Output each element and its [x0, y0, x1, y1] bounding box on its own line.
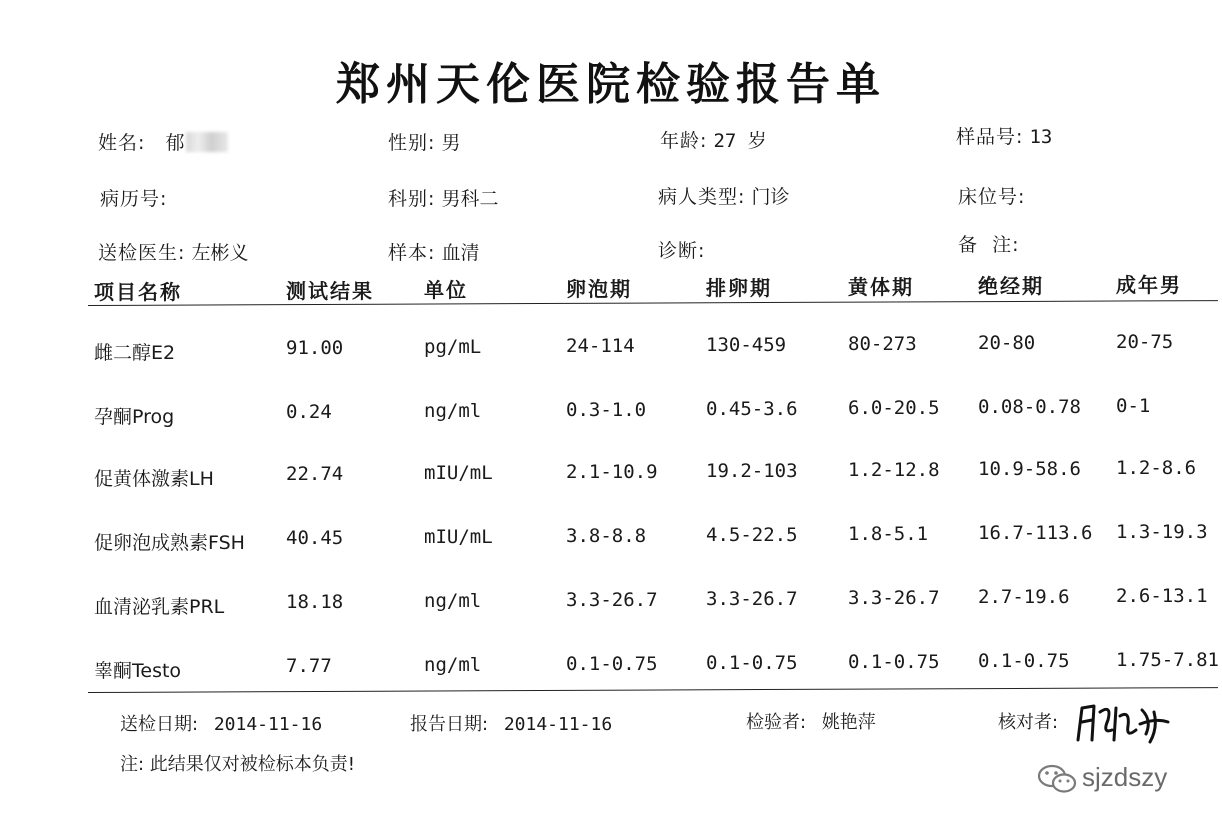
unit-cell: mIU/mL: [424, 462, 493, 484]
result-cell: 91.00: [286, 337, 344, 359]
reference-range-cell: 0.1-0.75: [706, 652, 798, 674]
report-date-value: 2014-11-16: [503, 714, 613, 735]
reference-range-cell: 1.2-8.6: [1116, 457, 1197, 479]
reference-range-cell: 3.3-26.7: [566, 589, 658, 611]
reference-range-cell: 1.75-7.81: [1116, 649, 1219, 671]
name-field: [98, 128, 228, 155]
reference-range-cell: 0.1-0.75: [848, 651, 940, 673]
report-date-label: 报告日期:: [410, 714, 489, 735]
reference-range-cell: 0.1-0.75: [566, 653, 658, 675]
record-field: [100, 184, 167, 211]
result-cell: 0.24: [286, 401, 332, 423]
sex-label: 性别:: [388, 132, 436, 154]
name-label: 姓名:: [98, 132, 146, 154]
reference-range-cell: 1.8-5.1: [848, 523, 929, 545]
sample-no-field: [956, 122, 1052, 149]
dept-value: 男科二: [441, 188, 499, 210]
reference-range-cell: 3.3-26.7: [706, 588, 798, 610]
age-label: 年龄:: [660, 130, 708, 152]
sex-value: 男: [441, 132, 461, 154]
reference-range-cell: 0.08-0.78: [978, 396, 1081, 418]
reference-range-cell: 20-80: [978, 332, 1036, 354]
result-cell: 40.45: [286, 527, 344, 549]
sex-field: [388, 128, 460, 155]
reference-range-cell: 130-459: [706, 334, 787, 356]
reference-range-cell: 19.2-103: [706, 460, 798, 482]
reference-range-cell: 20-75: [1116, 331, 1174, 353]
reference-range-cell: 2.6-13.1: [1116, 585, 1208, 607]
test-name-cell: 促卵泡成熟素FSH: [94, 532, 245, 554]
reference-range-cell: 0.45-3.6: [706, 398, 798, 420]
sample-label: 样本:: [388, 242, 436, 264]
remark-label: 备 注:: [958, 234, 1020, 256]
sample-no-label: 样品号:: [956, 126, 1024, 148]
name-value: 郁: [165, 132, 185, 154]
column-header: 项目名称: [94, 280, 182, 304]
remark-field: [958, 230, 1019, 257]
sample-field: [388, 238, 479, 265]
column-header: 黄体期: [848, 275, 914, 299]
dept-field: [388, 184, 498, 211]
bed-label: 床位号:: [958, 186, 1026, 208]
checker-label: 核对者:: [998, 712, 1059, 733]
result-cell: 7.77: [286, 655, 332, 677]
reference-range-cell: 3.3-26.7: [848, 587, 940, 609]
record-label: 病历号:: [100, 188, 168, 210]
reference-range-cell: 1.3-19.3: [1116, 521, 1208, 543]
patient-type-field: [658, 182, 789, 209]
reference-range-cell: 2.1-10.9: [566, 461, 658, 483]
unit-cell: ng/ml: [424, 400, 482, 422]
test-name-cell: 促黄体激素LH: [94, 468, 214, 490]
reference-range-cell: 16.7-113.6: [978, 522, 1093, 544]
checker-field: [998, 708, 1058, 734]
reference-range-cell: 2.7-19.6: [978, 586, 1070, 608]
bed-field: [958, 182, 1025, 209]
column-header: 卵泡期: [566, 277, 632, 301]
watermark-text: sjzdszy: [1082, 762, 1168, 792]
wechat-icon: [1036, 762, 1080, 796]
sample-no-value: 13: [1029, 126, 1053, 148]
reference-range-cell: 0.3-1.0: [566, 399, 647, 421]
patient-type-value: 门诊: [751, 186, 790, 208]
report-title: 郑州天伦医院检验报告单: [336, 59, 886, 110]
diagnosis-label: 诊断:: [658, 240, 706, 262]
submit-date-value: 2014-11-16: [213, 714, 323, 735]
reference-range-cell: 24-114: [566, 335, 635, 357]
doctor-value: 左彬义: [191, 242, 249, 264]
reference-range-cell: 80-273: [848, 333, 917, 355]
watermark: [1020, 756, 1200, 800]
reference-range-cell: 10.9-58.6: [978, 458, 1081, 480]
unit-cell: mIU/mL: [424, 526, 493, 548]
age-value: 27 岁: [713, 130, 767, 152]
submit-date-label: 送检日期:: [120, 714, 199, 735]
reference-range-cell: 4.5-22.5: [706, 524, 798, 546]
unit-cell: ng/ml: [424, 654, 482, 676]
test-name-cell: 孕酮Prog: [94, 406, 175, 428]
disclaimer-note: 注: 此结果仅对被检标本负责!: [120, 754, 356, 775]
diagnosis-field: [658, 236, 705, 263]
test-name-cell: 睾酮Testo: [94, 660, 182, 682]
inspector-value: 姚艳萍: [821, 712, 876, 733]
reference-range-cell: 3.8-8.8: [566, 525, 647, 547]
column-header: 成年男: [1116, 273, 1182, 297]
test-name-cell: 血清泌乳素PRL: [94, 596, 225, 618]
unit-cell: ng/ml: [424, 590, 482, 612]
table-bottom-rule: [88, 687, 1218, 693]
doctor-field: [98, 238, 248, 265]
unit-cell: pg/mL: [424, 336, 482, 358]
column-header: 绝经期: [978, 274, 1044, 298]
inspector-label: 检验者:: [746, 712, 807, 733]
table-top-rule: [88, 300, 1218, 306]
doctor-label: 送检医生:: [98, 242, 186, 264]
reference-range-cell: 6.0-20.5: [848, 397, 940, 419]
test-name-cell: 雌二醇E2: [94, 342, 176, 364]
column-header: 单位: [424, 278, 468, 302]
result-cell: 18.18: [286, 591, 344, 613]
patient-type-label: 病人类型:: [658, 186, 746, 208]
reference-range-cell: 0-1: [1116, 395, 1151, 417]
redacted-name: [186, 132, 228, 152]
submit-date-field: [120, 710, 322, 736]
checker-signature: [1072, 700, 1182, 748]
inspector-field: [746, 708, 876, 734]
report-date-field: [410, 710, 612, 736]
result-cell: 22.74: [286, 463, 344, 485]
column-header: 排卵期: [706, 276, 772, 300]
age-field: [660, 126, 767, 153]
reference-range-cell: 0.1-0.75: [978, 650, 1070, 672]
dept-label: 科别:: [388, 188, 436, 210]
sample-value: 血清: [441, 242, 480, 264]
reference-range-cell: 1.2-12.8: [848, 459, 940, 481]
column-header: 测试结果: [286, 279, 374, 303]
